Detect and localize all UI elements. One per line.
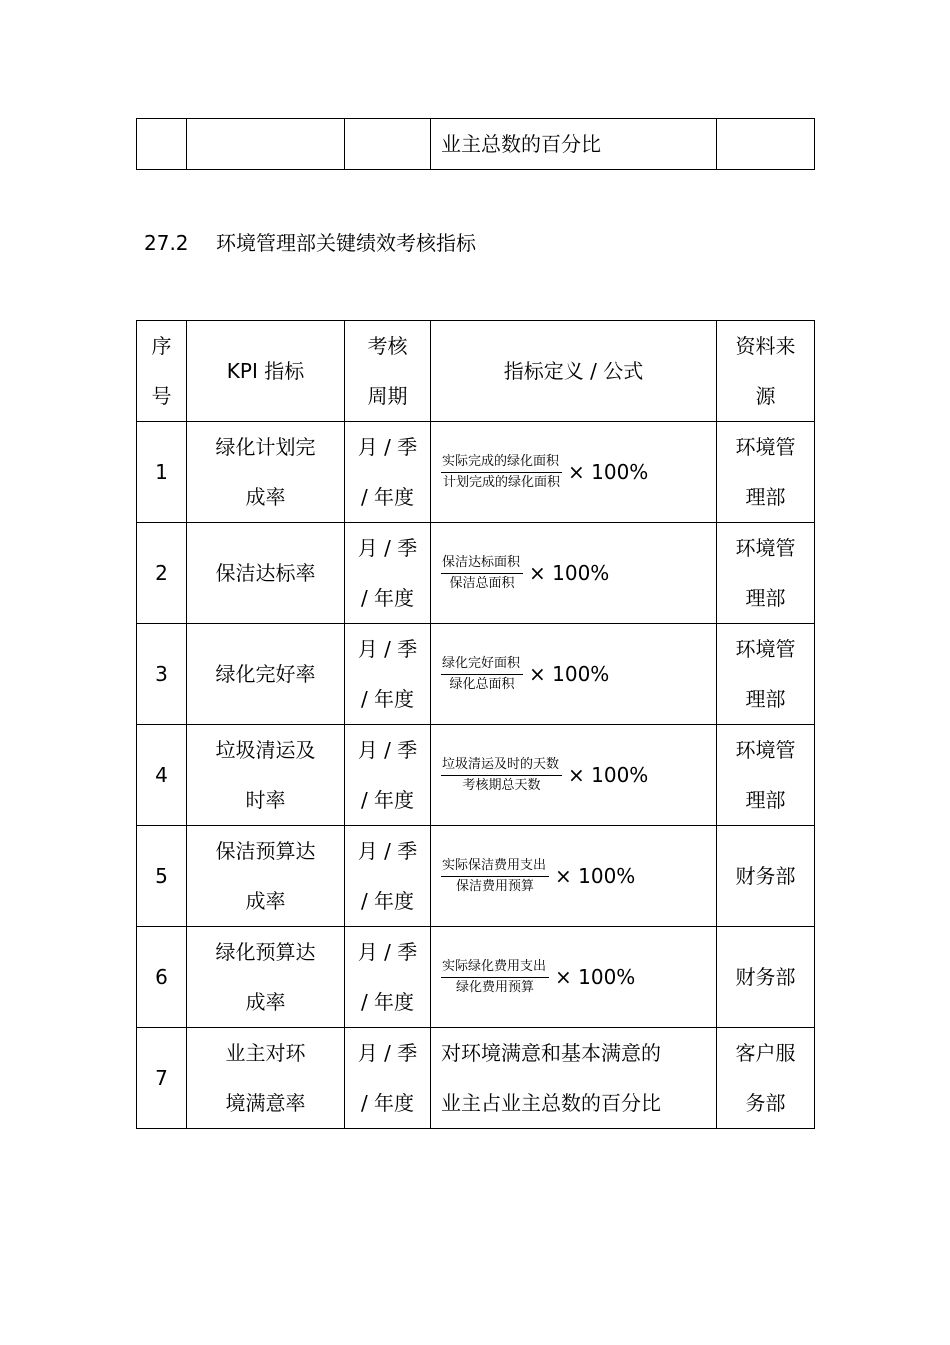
source-cell xyxy=(717,1028,815,1129)
period-line: / 年度 xyxy=(360,1091,415,1115)
header-source-line: 资料来 xyxy=(735,334,796,358)
kpi-name-line: 保洁达标率 xyxy=(215,561,316,585)
kpi-name-line: 时率 xyxy=(245,788,286,812)
period-cell xyxy=(345,826,431,927)
formula-denominator: 绿化总面积 xyxy=(449,676,515,692)
fraction xyxy=(441,757,562,794)
fraction xyxy=(441,656,523,693)
formula-numerator: 实际保洁费用支出 xyxy=(441,858,549,877)
fraction xyxy=(441,454,562,491)
fraction xyxy=(441,959,549,996)
header-definition: 指标定义 / 公式 xyxy=(431,321,717,422)
definition-line: 对环境满意和基本满意的 xyxy=(441,1041,661,1065)
table-row xyxy=(137,826,815,927)
kpi-cell xyxy=(187,119,345,170)
formula-denominator: 保洁总面积 xyxy=(449,575,515,591)
period-line: / 年度 xyxy=(360,586,415,610)
definition-line: 业主占业主总数的百分比 xyxy=(441,1091,661,1115)
formula-numerator: 实际完成的绿化面积 xyxy=(441,454,562,473)
period-line: 月 / 季 xyxy=(357,637,418,661)
formula-numerator: 垃圾清运及时的天数 xyxy=(441,757,562,776)
source-line: 环境管 xyxy=(735,536,796,560)
fraction xyxy=(441,858,549,895)
kpi-name-line: 境满意率 xyxy=(225,1091,306,1115)
definition-cell xyxy=(431,624,717,725)
table-row xyxy=(137,523,815,624)
source-cell xyxy=(717,523,815,624)
period-line: / 年度 xyxy=(360,687,415,711)
kpi-name-cell xyxy=(187,624,345,725)
period-cell xyxy=(345,119,431,170)
formula-numerator: 绿化完好面积 xyxy=(441,656,523,675)
source-cell xyxy=(717,422,815,523)
period-line: / 年度 xyxy=(360,990,415,1014)
header-seq-line: 序 xyxy=(151,334,172,358)
kpi-table xyxy=(136,320,815,1129)
formula-multiplier: × 100% xyxy=(529,662,610,686)
period-cell xyxy=(345,927,431,1028)
kpi-name-line: 垃圾清运及 xyxy=(215,738,316,762)
formula xyxy=(441,757,716,794)
kpi-name-cell xyxy=(187,422,345,523)
period-line: 月 / 季 xyxy=(357,738,418,762)
period-line: / 年度 xyxy=(360,485,415,509)
seq-cell: 3 xyxy=(137,624,187,725)
source-line: 环境管 xyxy=(735,637,796,661)
kpi-name-cell xyxy=(187,1028,345,1129)
table-row xyxy=(137,1028,815,1129)
source-line: 务部 xyxy=(745,1091,786,1115)
period-cell xyxy=(345,523,431,624)
table-row xyxy=(137,927,815,1028)
period-line: / 年度 xyxy=(360,889,415,913)
section-heading xyxy=(144,228,476,258)
seq-cell: 5 xyxy=(137,826,187,927)
source-line: 理部 xyxy=(745,485,786,509)
header-period-line: 周期 xyxy=(367,384,408,408)
source-cell xyxy=(717,826,815,927)
source-line: 财务部 xyxy=(735,965,796,989)
kpi-name-cell xyxy=(187,927,345,1028)
formula-denominator: 考核期总天数 xyxy=(462,777,541,793)
header-period-line: 考核 xyxy=(367,334,408,358)
kpi-name-line: 绿化完好率 xyxy=(215,662,316,686)
kpi-name-line: 绿化计划完 xyxy=(215,435,316,459)
definition-cell xyxy=(431,523,717,624)
kpi-name-cell xyxy=(187,725,345,826)
kpi-name-line: 业主对环 xyxy=(225,1041,306,1065)
seq-cell xyxy=(137,119,187,170)
period-cell xyxy=(345,1028,431,1129)
section-number: 27.2 xyxy=(144,231,189,255)
source-line: 财务部 xyxy=(735,864,796,888)
source-line: 理部 xyxy=(745,687,786,711)
header-kpi: KPI 指标 xyxy=(187,321,345,422)
formula xyxy=(441,454,716,491)
header-seq-line: 号 xyxy=(151,384,172,408)
formula xyxy=(441,858,716,895)
formula xyxy=(441,555,716,592)
formula-multiplier: × 100% xyxy=(568,763,649,787)
source-cell xyxy=(717,119,815,170)
period-line: 月 / 季 xyxy=(357,435,418,459)
formula-multiplier: × 100% xyxy=(555,965,636,989)
period-line: / 年度 xyxy=(360,788,415,812)
definition-cell: 业主总数的百分比 xyxy=(431,119,717,170)
period-line: 月 / 季 xyxy=(357,536,418,560)
table-row xyxy=(137,119,815,170)
table-row xyxy=(137,624,815,725)
formula-numerator: 保洁达标面积 xyxy=(441,555,523,574)
header-source-line: 源 xyxy=(755,384,776,408)
formula xyxy=(441,959,716,996)
seq-cell: 6 xyxy=(137,927,187,1028)
definition-cell xyxy=(431,927,717,1028)
section-title: 环境管理部关键绩效考核指标 xyxy=(216,231,476,255)
seq-cell: 4 xyxy=(137,725,187,826)
fraction xyxy=(441,555,523,592)
formula-multiplier: × 100% xyxy=(529,561,610,585)
source-cell xyxy=(717,927,815,1028)
definition-cell xyxy=(431,1028,717,1129)
kpi-name-cell xyxy=(187,523,345,624)
formula xyxy=(441,656,716,693)
source-line: 理部 xyxy=(745,788,786,812)
formula-denominator: 保洁费用预算 xyxy=(456,878,535,894)
period-cell xyxy=(345,422,431,523)
kpi-name-line: 保洁预算达 xyxy=(215,839,316,863)
source-line: 理部 xyxy=(745,586,786,610)
header-source xyxy=(717,321,815,422)
kpi-name-cell xyxy=(187,826,345,927)
seq-cell: 2 xyxy=(137,523,187,624)
period-line: 月 / 季 xyxy=(357,940,418,964)
source-line: 客户服 xyxy=(735,1041,796,1065)
period-line: 月 / 季 xyxy=(357,839,418,863)
definition-cell xyxy=(431,422,717,523)
continuation-table xyxy=(136,118,815,170)
seq-cell: 1 xyxy=(137,422,187,523)
source-cell xyxy=(717,624,815,725)
source-cell xyxy=(717,725,815,826)
formula-multiplier: × 100% xyxy=(555,864,636,888)
header-period xyxy=(345,321,431,422)
formula-numerator: 实际绿化费用支出 xyxy=(441,959,549,978)
seq-cell: 7 xyxy=(137,1028,187,1129)
period-cell xyxy=(345,624,431,725)
formula-denominator: 计划完成的绿化面积 xyxy=(443,474,561,490)
definition-cell xyxy=(431,826,717,927)
kpi-name-line: 成率 xyxy=(245,485,286,509)
source-line: 环境管 xyxy=(735,435,796,459)
period-cell xyxy=(345,725,431,826)
formula-denominator: 绿化费用预算 xyxy=(456,979,535,995)
table-row xyxy=(137,422,815,523)
header-seq xyxy=(137,321,187,422)
header-row xyxy=(137,321,815,422)
kpi-name-line: 绿化预算达 xyxy=(215,940,316,964)
kpi-name-line: 成率 xyxy=(245,990,286,1014)
source-line: 环境管 xyxy=(735,738,796,762)
kpi-name-line: 成率 xyxy=(245,889,286,913)
formula-multiplier: × 100% xyxy=(568,460,649,484)
table-row xyxy=(137,725,815,826)
period-line: 月 / 季 xyxy=(357,1041,418,1065)
definition-cell xyxy=(431,725,717,826)
